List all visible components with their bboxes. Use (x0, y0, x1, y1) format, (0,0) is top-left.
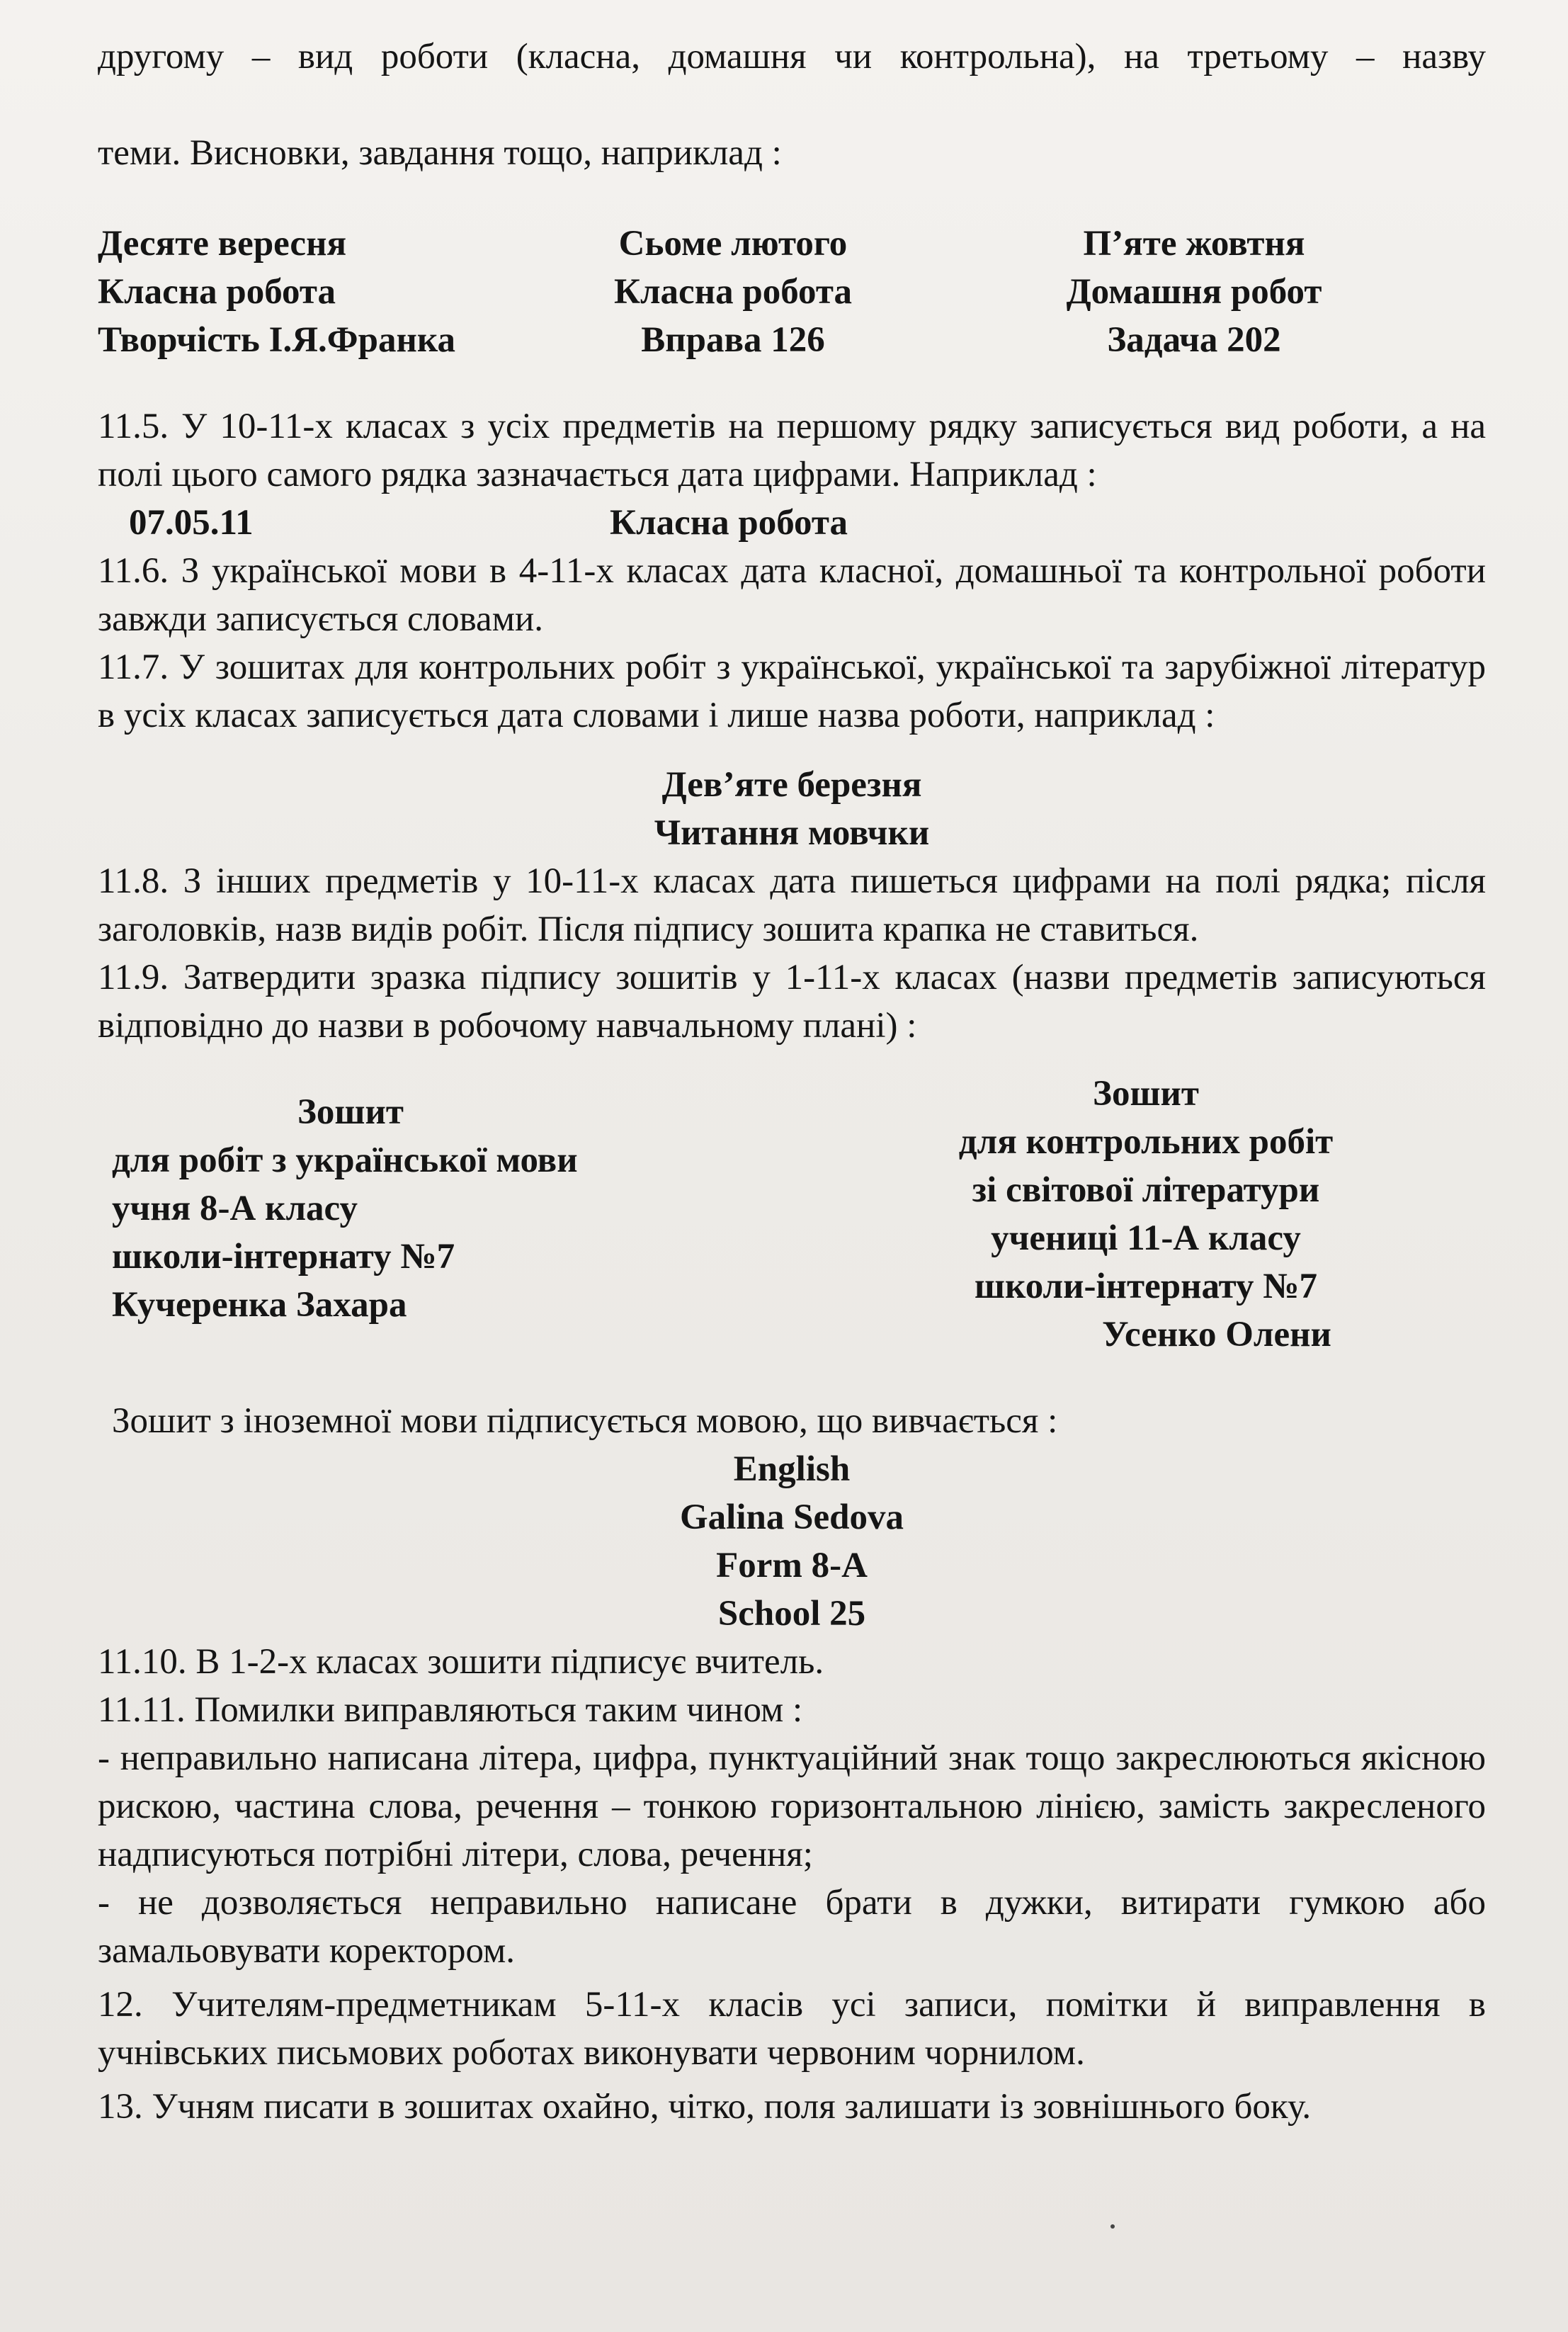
paragraph-11-9: 11.9. Затвердити зразка підпису зошитів у 1-11-х класах (назви предметів записуються відповідно до назви в робочому навчальному плані) : (98, 958, 1486, 1046)
paragraph-11-8: 11.8. З інших предметів у 10-11-х класах дата пишеться цифрами на полі рядка; після заголовків, назв видів робіт. Після підпису зошита крапка не ставиться. (98, 861, 1486, 949)
example-11-5 (98, 499, 1486, 547)
english-cover-sample (98, 1445, 1486, 1638)
date-example-1-topic: Творчість І.Я.Франка (98, 320, 455, 360)
date-example-3-date: П’яте жовтня (1083, 224, 1305, 264)
paragraph-11-7: 11.7. У зошитах для контрольних робіт з української, української та зарубіжної літератур в усіх класах записується дата словами і лише назва роботи, наприклад : (98, 647, 1486, 735)
date-example-3 (1045, 220, 1343, 364)
bullet-strike-through: - неправильно написана літера, цифра, пунктуаційний знак тощо закреслюються якісною рискою, частина слова, речення – тонкою горизонтальною лінією, замість закресленого надписуються потрібні літери, слова, речення; (98, 1738, 1486, 1874)
date-examples (98, 220, 1486, 368)
date-example-2-topic: Вправа 126 (641, 320, 825, 360)
cover-left-student: Кучеренка Захара (112, 1285, 407, 1325)
cover-left-class: учня 8-А класу (112, 1189, 358, 1228)
foreign-language-note: Зошит з іноземної мови підписується мовою, що вивчається : (112, 1401, 1058, 1441)
cover-right-student: Усенко Олени (1102, 1315, 1331, 1354)
paragraph-11-10: 11.10. В 1-2-х класах зошити підписує вчитель. (98, 1642, 824, 1682)
example-11-7-title: Читання мовчки (654, 813, 930, 853)
paragraph-11-6: 11.6. З української мови в 4-11-х класах дата класної, домашньої та контрольної роботи завжди записується словами. (98, 551, 1486, 639)
date-example-1-date: Десяте вересня (98, 224, 347, 264)
example-11-5-label: Класна робота (610, 503, 848, 543)
cover-left-school: школи-інтернату №7 (112, 1237, 455, 1277)
intro-line-2: теми. Висновки, завдання тощо, наприклад : (98, 133, 782, 173)
cover-sample-right (870, 1070, 1422, 1359)
cover-right-title: Зошит (1093, 1074, 1199, 1114)
notebook-cover-samples (98, 1074, 1486, 1367)
english-sample-form: Form 8-A (716, 1546, 868, 1585)
paragraph-13: 13. Учням писати в зошитах охайно, чітко, поля залишати із зовнішнього боку. (98, 2087, 1312, 2127)
example-11-7-date: Дев’яте березня (661, 765, 922, 805)
date-example-1-type: Класна робота (98, 272, 336, 312)
cover-left-title: Зошит (297, 1092, 404, 1132)
document-text (98, 33, 1486, 2131)
date-example-3-topic: Задача 202 (1107, 320, 1281, 360)
example-11-5-date: 07.05.11 (129, 503, 254, 543)
date-example-2-date: Сьоме лютого (618, 224, 848, 264)
cover-right-subject: зі світової літератури (972, 1170, 1320, 1210)
paragraph-12: 12. Учителям-предметникам 5-11-х класів усі записи, помітки й виправлення в учнівських письмових роботах виконувати червоним чорнилом. (98, 1985, 1486, 2073)
ink-dot (1110, 2224, 1115, 2229)
cover-right-school: школи-інтернату №7 (974, 1267, 1318, 1306)
cover-left-subject: для робіт з української мови (112, 1140, 578, 1180)
date-example-2-type: Класна робота (613, 272, 853, 312)
bullet-no-brackets: - не дозволяється неправильно написане брати в дужки, витирати гумкою або замальовувати коректором. (98, 1883, 1486, 1971)
date-example-1 (98, 220, 455, 364)
paragraph-11-5: 11.5. У 10-11-х класах з усіх предметів на першому рядку записується вид роботи, а на полі цього самого рядка зазначається дата цифрами. Наприклад : (98, 407, 1486, 494)
cover-right-type: для контрольних робіт (958, 1122, 1334, 1162)
cover-sample-left (112, 1088, 578, 1329)
date-example-3-type: Домашня робот (1066, 272, 1322, 312)
date-example-2 (591, 220, 875, 364)
intro-line-1: другому – вид роботи (класна, домашня чи контрольна), на третьому – назву (98, 37, 1486, 77)
english-sample-language: English (733, 1449, 851, 1489)
english-sample-name: Galina Sedova (680, 1498, 904, 1537)
cover-right-class: учениці 11-А класу (991, 1218, 1301, 1258)
paragraph-11-11: 11.11. Помилки виправляються таким чином : (98, 1690, 803, 1730)
english-sample-school: School 25 (717, 1594, 866, 1634)
